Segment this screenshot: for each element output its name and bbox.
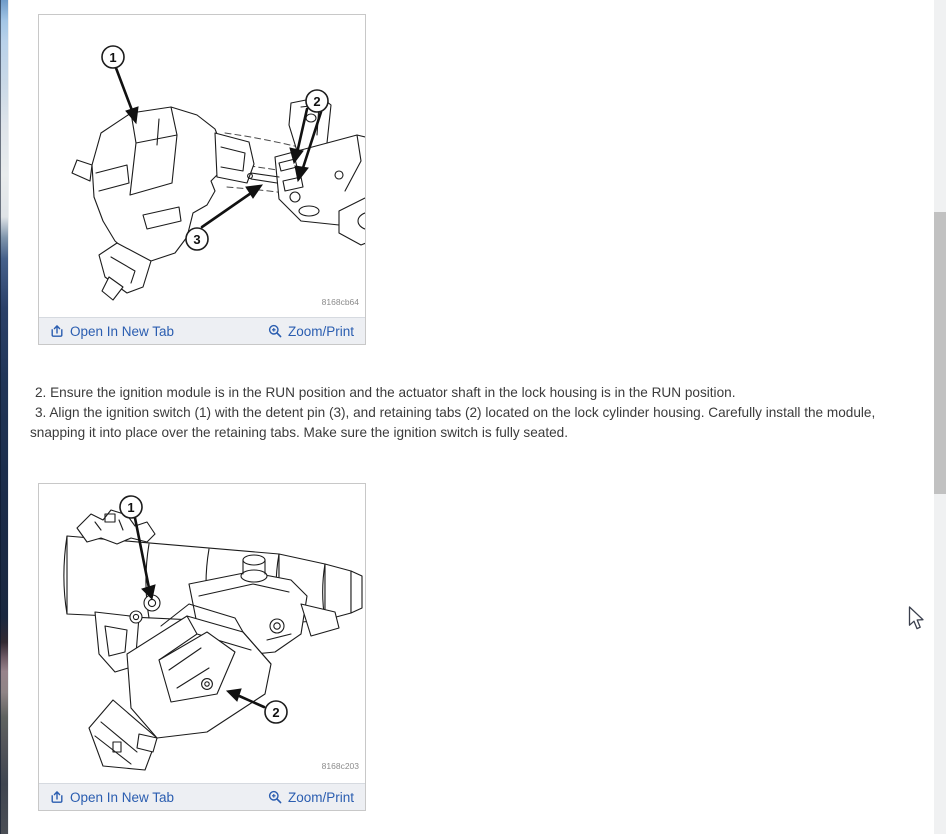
left-edge-dark-line [0, 0, 1, 834]
figure1-callout-1: 1 [109, 50, 117, 65]
magnifier-plus-icon [268, 790, 282, 804]
open-in-new-tab-icon [50, 790, 64, 804]
vertical-scrollbar-track[interactable] [934, 0, 946, 834]
figure1-zoom-label: Zoom/Print [287, 323, 354, 339]
open-in-new-tab-icon [50, 324, 64, 338]
figure2-footer [39, 783, 365, 810]
figure2-callout-1: 1 [127, 500, 135, 515]
magnifier-plus-icon [268, 324, 282, 338]
figure1-zoom-print-link[interactable] [268, 324, 354, 339]
mouse-cursor [908, 606, 928, 632]
figure1-code: 8168cb64 [321, 297, 359, 307]
figure2-open-label: Open In New Tab [70, 789, 175, 805]
figure1-callout-3: 3 [193, 232, 201, 247]
figure2-callout-2: 2 [272, 705, 280, 720]
figure2-line-drawing [39, 484, 365, 783]
figure1-callout-2: 2 [313, 94, 321, 109]
figure-box-ignition-switch-alignment [38, 14, 366, 345]
figure1-open-in-new-tab-link[interactable] [50, 324, 174, 339]
instruction-text [30, 383, 912, 443]
figure2-zoom-print-link[interactable] [268, 790, 354, 805]
figure-box-ignition-switch-installed [38, 483, 366, 811]
figure2-zoom-label: Zoom/Print [287, 789, 354, 805]
figure1-image [39, 15, 365, 317]
figure2-code: 8168c203 [321, 761, 359, 771]
instruction-step-2: 2. Ensure the ignition module is in the RUN position and the actuator shaft in the lock housing is in the RUN position. [35, 385, 736, 400]
vertical-scrollbar-thumb[interactable] [934, 212, 946, 494]
figure1-footer [39, 317, 365, 344]
left-edge-background-strip [0, 0, 9, 834]
figure2-open-in-new-tab-link[interactable] [50, 790, 174, 805]
instruction-step-3: 3. Align the ignition switch (1) with the detent pin (3), and retaining tabs (2) located on the lock cylinder housing. Carefully install the module, snapping it into place over the retaining tabs. Make sure the ignition switch is fully seated. [30, 405, 876, 440]
figure2-image [39, 484, 365, 783]
figure1-open-label: Open In New Tab [70, 323, 175, 339]
figure1-line-drawing [39, 15, 365, 317]
